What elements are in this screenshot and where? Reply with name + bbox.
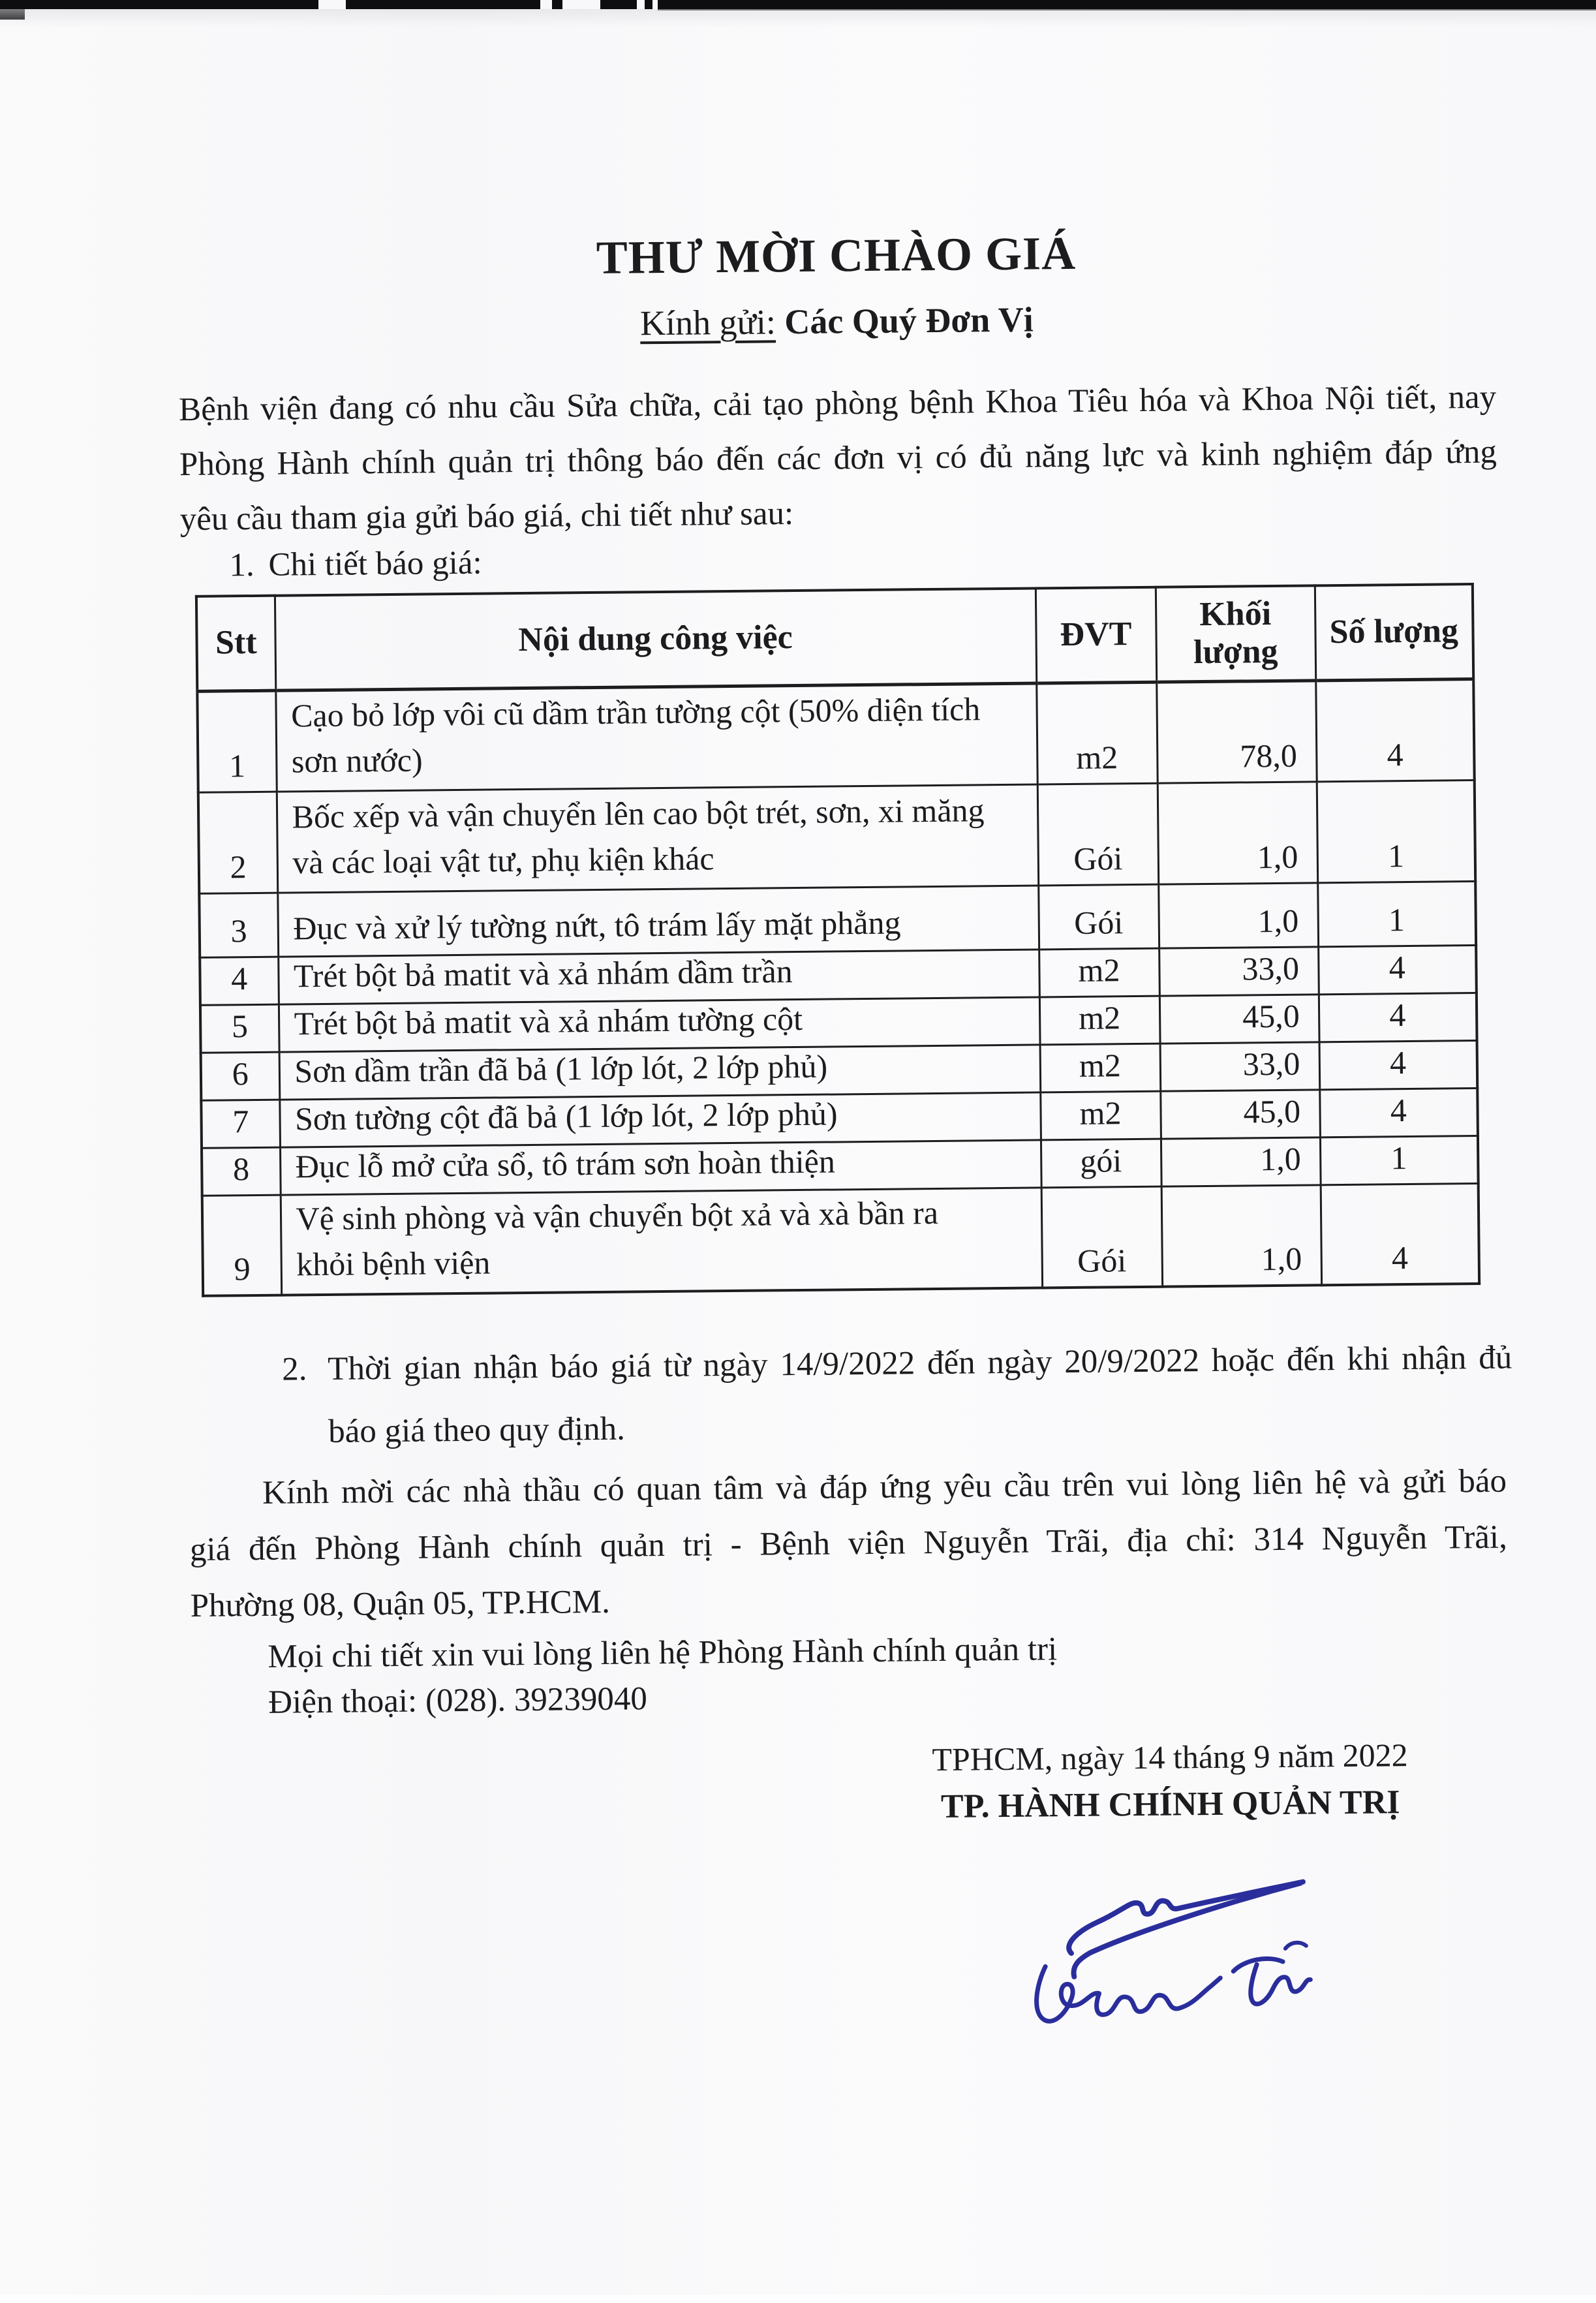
section-2-number: 2. — [282, 1350, 307, 1388]
stt-cell: 1 — [197, 690, 276, 792]
signature-ink — [1008, 1864, 1336, 2090]
so-luong-cell: 4 — [1319, 1088, 1478, 1137]
dvt-cell: m2 — [1039, 996, 1160, 1045]
so-luong-cell: 1 — [1320, 1136, 1479, 1184]
desc-cell — [280, 1139, 1041, 1194]
desc-line: Sơn tường cột đã bả (1 lớp lót, 2 lớp phủ) — [294, 1094, 838, 1137]
so-luong-cell: 1 — [1317, 780, 1475, 882]
desc-cell — [277, 784, 1038, 892]
stt-cell: 3 — [199, 893, 278, 957]
khoi-luong-cell: 1,0 — [1161, 1137, 1321, 1186]
quotation-table — [195, 583, 1481, 1297]
signoff-block — [870, 1735, 1473, 2091]
table-row — [197, 679, 1474, 792]
header-so-luong: Số lượng — [1315, 584, 1473, 680]
date-line: TPHCM, ngày 14 tháng 9 năm 2022 — [932, 1736, 1408, 1778]
desc-cell — [279, 997, 1040, 1051]
desc-line: sơn nước) — [291, 741, 423, 779]
dvt-cell: m2 — [1040, 1091, 1161, 1140]
dvt-cell: Gói — [1037, 783, 1158, 886]
desc-line: và các loại vật tư, phụ kiện khác — [292, 839, 714, 880]
desc-cell — [275, 683, 1037, 791]
stt-cell: 5 — [200, 1004, 279, 1053]
desc-cell — [281, 1187, 1042, 1295]
khoi-luong-cell: 1,0 — [1161, 1184, 1321, 1286]
so-luong-cell: 4 — [1315, 679, 1474, 781]
desc-cell — [278, 949, 1039, 1004]
dvt-cell: m2 — [1040, 1043, 1161, 1092]
desc-line: Bốc xếp và vận chuyển lên cao bột trét, sơn, xi măng — [292, 791, 985, 835]
dvt-cell: m2 — [1036, 682, 1157, 784]
header-noi-dung: Nội dung công việc — [275, 588, 1036, 690]
desc-line: Cạo bỏ lớp vôi cũ dầm trần tường cột (50% diện tích — [290, 690, 981, 734]
desc-line: Đục và xử lý tường nứt, tô trám lấy mặt phẳng — [293, 903, 901, 946]
khoi-luong-cell: 45,0 — [1159, 994, 1319, 1043]
stt-cell: 2 — [198, 792, 277, 893]
intro-line: Phòng Hành chính quản trị thông báo đến các đơn vị có đủ năng lực và kinh nghiệm đáp ứng — [179, 433, 1497, 484]
stt-cell: 9 — [202, 1195, 281, 1296]
salutation-label: Kính gửi: — [639, 302, 776, 343]
scan-shading-band — [0, 9, 1596, 29]
desc-line: Sơn dầm trần đã bả (1 lớp lót, 2 lớp phủ) — [294, 1047, 828, 1089]
desc-line: Đục lỗ mở cửa sổ, tô trám sơn hoàn thiện — [295, 1142, 836, 1184]
closing-line: giá đến Phòng Hành chính quản trị - Bệnh viện Nguyễn Trãi, địa chỉ: 314 Nguyễn Trãi, — [189, 1519, 1508, 1568]
desc-line: Trét bột bả matit và xả nhám dầm trần — [293, 952, 793, 994]
intro-line: Bệnh viện đang có nhu cầu Sửa chữa, cải tạo phòng bệnh Khoa Tiêu hóa và Khoa Nội tiết, nay — [178, 379, 1497, 429]
intro-paragraph — [179, 370, 1497, 547]
header-khoi-luong: Khối lượng — [1156, 585, 1315, 681]
so-luong-cell: 4 — [1321, 1183, 1479, 1285]
table-row — [202, 1183, 1479, 1295]
desc-line: khỏi bệnh viện — [296, 1244, 491, 1282]
table-row — [199, 881, 1476, 957]
section-2-line: Thời gian nhận báo giá từ ngày 14/9/2022 đến ngày 20/9/2022 hoặc đến khi nhận đủ — [328, 1339, 1512, 1387]
khoi-luong-cell: 78,0 — [1156, 680, 1316, 782]
dvt-cell: m2 — [1039, 948, 1159, 997]
desc-cell — [279, 1044, 1041, 1099]
section-1-title: Chi tiết báo giá: — [268, 544, 482, 583]
dvt-cell: Gói — [1041, 1186, 1162, 1288]
scan-artifact-segment — [600, 0, 637, 9]
section-1-number: 1. — [229, 546, 254, 584]
khoi-luong-cell: 33,0 — [1160, 1042, 1320, 1090]
stt-cell: 7 — [201, 1100, 280, 1148]
khoi-luong-cell: 45,0 — [1160, 1089, 1320, 1138]
scan-artifact-segment — [25, 0, 318, 9]
stt-cell: 4 — [200, 957, 279, 1005]
desc-line: Trét bột bả matit và xả nhám tường cột — [294, 1000, 803, 1042]
khoi-luong-cell: 1,0 — [1158, 882, 1318, 948]
closing-paragraph — [189, 1453, 1508, 1633]
so-luong-cell: 4 — [1318, 945, 1477, 994]
so-luong-cell: 1 — [1317, 881, 1476, 946]
department-title-line: TP. HÀNH CHÍNH QUẢN TRỊ — [940, 1783, 1400, 1825]
header-stt: Stt — [196, 596, 275, 691]
desc-cell — [279, 1092, 1041, 1147]
khoi-luong-cell: 33,0 — [1159, 946, 1319, 995]
dvt-cell: Gói — [1038, 884, 1159, 950]
so-luong-cell: 4 — [1319, 993, 1477, 1042]
section-2-line: báo giá theo quy định. — [328, 1410, 626, 1450]
page-title: THƯ MỜI CHÀO GIÁ — [596, 226, 1077, 284]
dvt-cell: gói — [1041, 1139, 1161, 1188]
desc-cell — [277, 885, 1039, 956]
stt-cell: 8 — [202, 1147, 281, 1196]
table-row — [198, 780, 1475, 893]
scan-artifact-segment — [645, 0, 652, 9]
scan-artifact-segment — [346, 0, 540, 9]
stt-cell: 6 — [201, 1052, 280, 1100]
section-2-paragraph — [282, 1326, 1513, 1462]
header-dvt: ĐVT — [1036, 587, 1156, 683]
khoi-luong-cell: 1,0 — [1158, 781, 1317, 884]
closing-line: Kính mời các nhà thầu có quan tâm và đáp ứng yêu cầu trên vui lòng liên hệ và gửi báo — [262, 1462, 1507, 1511]
scan-artifact-segment — [552, 0, 562, 9]
desc-line: Vệ sinh phòng và vận chuyển bột xả và xà bần ra — [296, 1194, 939, 1237]
contact-line: Mọi chi tiết xin vui lòng liên hệ Phòng Hành chính quản trị — [268, 1630, 1058, 1675]
scan-artifact-strip — [0, 0, 1596, 46]
phone-line: Điện thoại: (028). 39239040 — [268, 1680, 648, 1721]
closing-line: Phường 08, Quận 05, TP.HCM. — [190, 1583, 611, 1624]
salutation-value: Các Quý Đơn Vị — [784, 300, 1034, 342]
salutation — [178, 295, 1496, 348]
table-header-row — [196, 584, 1473, 691]
so-luong-cell: 4 — [1319, 1040, 1478, 1089]
intro-line: yêu cầu tham gia gửi báo giá, chi tiết như sau: — [179, 495, 794, 538]
